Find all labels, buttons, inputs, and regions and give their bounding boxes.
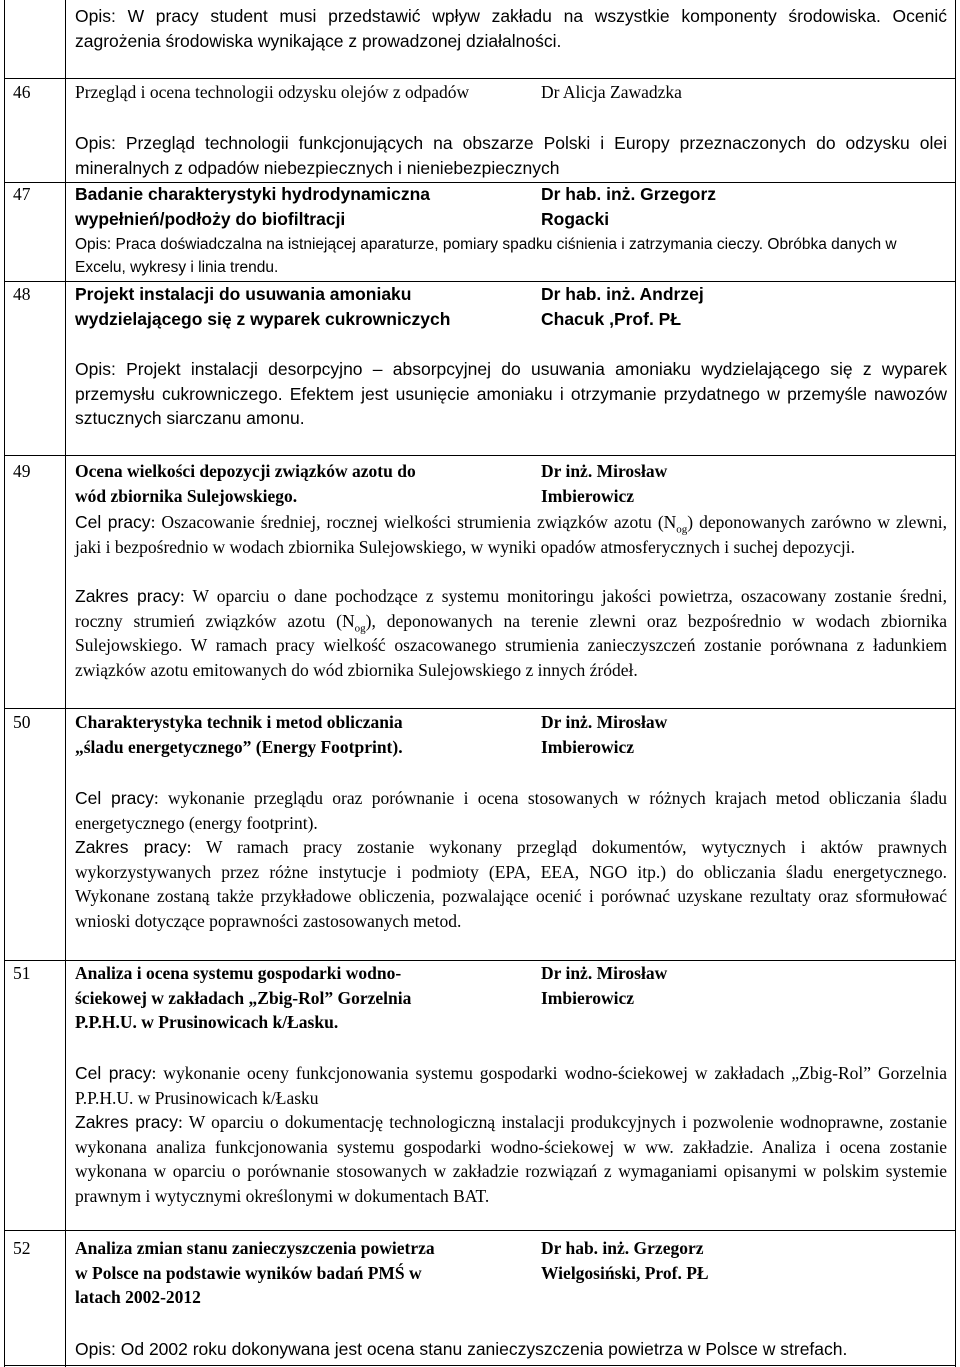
thesis-48-description [75,357,947,431]
supervisor-line: Imbierowicz [541,485,634,506]
title-line: Charakterystyka technik i metod obliczania [75,712,403,732]
title-line: „śladu energetycznego” (Energy Footprint). [75,736,403,757]
supervisor-line: Dr inż. Mirosław [541,712,668,732]
title-line: ściekowej w zakładach „Zbig-Rol” Gorzelnia [75,987,412,1008]
title-line: wód zbiornika Sulejowskiego. [75,485,298,506]
row-separator [4,1230,956,1231]
goal-text: : wykonanie oceny funkcjonowania systemu gospodarki wodno-ściekowej w zakładach „Zbig-Rol” Gorzelnia P.P.H.U. w Prusinowicach k/Łasku [75,1063,947,1108]
thesis-51-goal [75,1061,947,1110]
goal-subscript: og [676,523,688,536]
thesis-title [75,961,525,1035]
thesis-supervisor [541,182,716,231]
thesis-supervisor [541,961,667,1010]
supervisor-line: Chacuk ,Prof. PŁ [541,308,682,329]
thesis-number: 47 [13,184,31,204]
thesis-49-goal [75,510,947,559]
scope-label: Zakres pracy [75,1112,178,1132]
scope-text-a: : W oparciu o dane pochodzące z systemu monitoringu jakości powietrza, oszacowany zostanie średni, roczny strumień związków azotu (N [75,586,947,631]
title-line: Analiza zmian stanu zanieczyszczenia powietrza [75,1238,435,1258]
goal-label: Cel pracy [75,1063,152,1083]
title-line: wydzielającego się z wyparek cukrowniczych [75,308,451,329]
table-border-left [4,0,5,1367]
goal-text: : wykonanie przeglądu oraz porównanie i ocena stosowanych w różnych krajach metod obliczania śladu energetycznego (energy footprint). [75,788,947,833]
scope-label: Zakres pracy [75,586,180,606]
supervisor-line: Rogacki [541,208,610,229]
goal-text-b: ) deponowanych zarówno w zlewni, jaki i bezpośrednio w wodach zbiornika Sulejowskiego, w wyniki opadów atmosferycznych i suchej depozycji. [75,512,948,557]
thesis-number: 48 [13,284,31,304]
thesis-title [75,282,525,331]
scope-subscript: og [354,622,366,634]
thesis-supervisor [541,710,667,759]
scope-text: : W ramach pracy zostanie wykonany przegląd dokumentów, wytycznych i aktów prawnych wykorzystywanych przez różne instytucje i podmioty (EPA, EEA, NGO itp.) do obliczania śladu energetycznego. Wykonane zostaną także przykładowe obliczenia, pozwalające ocenić i porównać uzyskane rezultaty oraz sformułować wnioski dotyczące poprawności zastosowanych metod. [75,837,948,931]
title-line: P.P.H.U. w Prusinowicach k/Łasku. [75,1012,339,1032]
desc-text: W pracy student musi przedstawić wpływ zakładu na wszystkie komponenty środowiska. Ocenić zagrożenia środowiska wynikające z prowadzonej działalności. [75,6,947,51]
scope-text-b: ), deponowanych na terenie zlewni oraz bezpośrednio w wodach zbiornika Sulejowskiego. W ramach pracy wielkość oszacowanego strumienia zanieczyszczeń zostanie porównana z ładunkiem związków azotu emitowanych do wód zbiornika Sulejowskiego z innych źródeł. [75,610,947,680]
thesis-number: 51 [13,963,31,983]
desc-text: Przegląd technologii funkcjonujących na obszarze Polski i Europy przeznaczonych do odzysku olei mineralnych z odpadów niebezpiecznych i nieniebezpiecznych [75,133,947,178]
thesis-title [75,459,525,508]
thesis-number: 46 [13,82,31,102]
row-separator [4,78,956,79]
supervisor-line: Dr hab. inż. Andrzej [541,284,704,304]
thesis-title [75,710,525,759]
thesis-supervisor [541,459,667,508]
scope-label: Zakres pracy [75,837,187,857]
desc-label: Opis: [75,1339,116,1359]
thesis-title [75,1236,535,1310]
thesis-title: Badanie charakterystyki hydrodynamiczna wypełnień/podłoży do biofiltracji [75,184,431,229]
desc-text: Od 2002 roku dokonywana jest ocena stanu zanieczyszczenia powietrza w Polsce w strefach. [120,1339,848,1359]
desc-label: Opis: [75,359,116,379]
scope-text: : W oparciu o dokumentację technologiczną instalacji produkcyjnych i pozwolenie wodnoprawne, zostanie wykonana analiza funkcjonowania systemu gospodarki wodno-ściekowej w ww. zakładzie. Analiza i ocena zostanie wykonana w oparciu o porównanie stosowanych w zakładzie rozwiązań z wymaganiami opisanymi w polskim systemie prawnym i wytycznymi określonymi w dokumentach BAT. [75,1112,947,1206]
title-line: Analiza i ocena systemu gospodarki wodno- [75,963,402,983]
desc-label: Opis: [75,236,112,253]
goal-label: Cel pracy [75,788,154,808]
supervisor-line: Wielgosiński, Prof. PŁ [541,1262,709,1283]
desc-text: Praca doświadczalna na istniejącej aparaturze, pomiary spadku ciśnienia i zatrzymania cieczy. Obróbka danych w Excelu, wykresy i linia trendu. [75,236,897,276]
table-border-bottom [4,1365,956,1366]
desc-text: Projekt instalacji desorpcyjno – absorpcyjnej do usuwania amoniaku wydzielającego się z wyparek przemysłu cukrowniczego. Efektem jest usunięcie amoniaku i otrzymanie przydatnego w przemyśle nawozów sztucznych siarczanu amonu. [75,359,947,428]
thesis-supervisor [541,1236,709,1285]
title-line: w Polsce na podstawie wyników badań PMŚ w [75,1262,422,1283]
thesis-50-goal [75,786,947,835]
desc-label: Opis: [75,6,116,26]
table-divider-number [65,0,66,1367]
supervisor-line: Imbierowicz [541,987,634,1008]
desc-label: Opis: [75,133,116,153]
thesis-50-scope [75,835,947,933]
goal-text-a: : Oszacowanie średniej, rocznej wielkości strumienia związków azotu (N [150,512,677,532]
thesis-number: 49 [13,461,31,481]
supervisor-line: Imbierowicz [541,736,634,757]
title-line: latach 2002-2012 [75,1287,201,1307]
thesis-number: 52 [13,1238,31,1258]
row-separator [4,708,956,709]
supervisor-line: Dr inż. Mirosław [541,461,668,481]
title-line: Ocena wielkości depozycji związków azotu do [75,461,416,481]
title-line: Projekt instalacji do usuwania amoniaku [75,284,412,304]
supervisor-line: Dr inż. Mirosław [541,963,668,983]
thesis-supervisor: Dr Alicja Zawadzka [541,82,682,102]
goal-label: Cel pracy [75,512,151,532]
thesis-supervisor [541,282,704,331]
thesis-47-description [75,233,947,279]
thesis-45-description [75,4,947,53]
supervisor-line: Dr hab. inż. Grzegorz [541,184,717,204]
thesis-number: 50 [13,712,31,732]
thesis-51-scope [75,1110,947,1208]
thesis-title: Przegląd i ocena technologii odzysku olejów z odpadów [75,82,470,102]
row-separator [4,455,956,456]
thesis-49-scope [75,584,947,682]
supervisor-line: Dr hab. inż. Grzegorz [541,1238,704,1258]
thesis-46-description [75,131,947,180]
thesis-52-description [75,1337,947,1362]
table-border-right [955,0,956,1367]
